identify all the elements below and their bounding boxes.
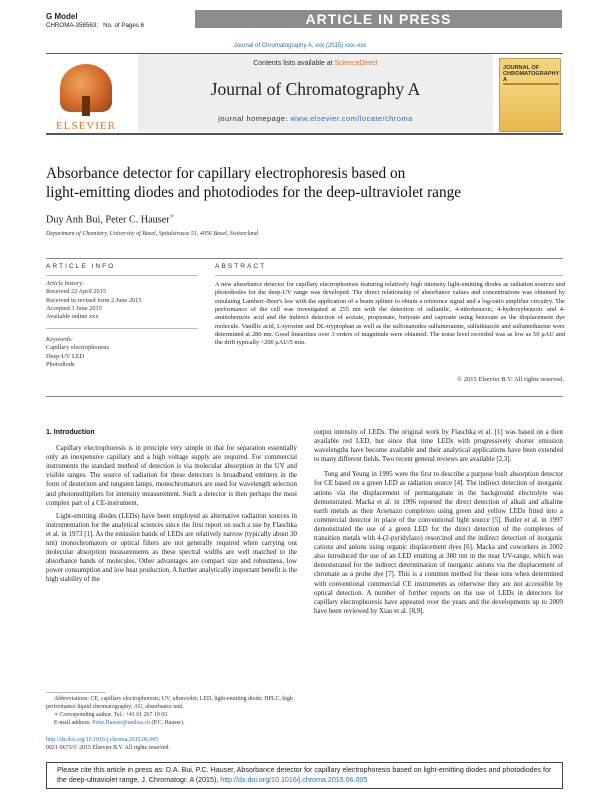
contents-prefix: Contents lists available at [253,60,335,67]
cite-this-article-box [46,762,563,789]
manuscript-id: CHROMA-356563; [46,22,98,29]
journal-title: Journal of Chromatography A [210,79,421,99]
history-revised: Received in revised form 2 June 2015 [46,296,142,304]
abstract-label: ABSTRACT [215,263,267,270]
article-title [46,164,566,202]
journal-homepage [138,114,493,123]
history-accepted: Accepted 3 June 2015 [46,304,102,312]
cover-bar [503,83,559,85]
tree-trunk-graphic [82,96,90,116]
article-info-label: ARTICLE INFO [46,263,116,270]
divider [215,275,563,276]
history-online: Available online xxx [46,313,99,321]
footnotes [46,696,296,728]
author-list [46,212,174,225]
keyword-item: Capillary electrophoresis [46,344,110,352]
header-meta [46,12,144,30]
history-heading: Article history: [46,280,85,287]
body-column-right [314,428,563,620]
corresponding-author-mark[interactable]: ∗ [169,212,175,220]
email-suffix: (P.C. Hauser). [150,719,185,726]
abbreviations-note: Abbreviations: CE, capillary electrophoresis; UV, ultraviolet; LED, light-emitting diode; HPLC, high performance liquid chromatography; AU, absorbance unit. [46,696,293,710]
authors-text: Duy Anh Bui, Peter C. Hauser [46,214,170,226]
divider [46,328,198,329]
email-prefix: E-mail address: [54,719,93,726]
corresponding-note: ∗ Corresponding author. Tel.: +41 61 267 10 03. [54,711,169,718]
journal-masthead [46,53,563,135]
paragraph: Tong and Yeung in 1995 were the first to describe a purpose built absorption detector for CE based on a green LED as radiation source [4]. The indirect detection of inorganic anions via the displacement of permanganate in the background electrolyte was demonstrated. Macka et al. in 1996 reported the direct detection of alkali and alkaline earth metals as their Arsenazo complexes using green and yellow LEDs fitted into a commercial detector in place of the conventional light source [5]. Butler et al. in 1997 demonstrated the use of a green LED for the direct detection of the complexes of transition metals with 4-(2-pyridylazo) resorcinol and the indirect detection of inorganic cations and anions using organic displacement dyes [6]. Macka and coworkers in 2002 also introduced the use of an LED emitting at 380 nm in the near UV-range, which was demonstrated for the indirect determination of inorganic anions via the displacement of chromate as a probe dye [7]. This is a common method for these ions when determined with conventional commercial CE instruments as otherwise they are not accessible by optical detection. A number of further reports on the use of LEDs in detectors for capillary electrophoresis have appeared over the years and the developments up to 2009 have been reviewed by Xiao et al. [8,9]. [314,471,563,615]
keywords-heading: Keywords: [46,336,74,343]
keyword-item: Photodiode [46,360,75,368]
homepage-prefix: journal homepage: [218,114,291,123]
sciencedirect-link[interactable]: ScienceDirect [334,60,378,67]
doi-link[interactable]: http://dx.doi.org/10.1016/j.chroma.2015.06.005 [46,737,159,743]
abstract-text: A new absorbance detector for capillary electrophoresis featuring relatively high intensity light-emitting diodes as radiation sources and photodiodes for the deep-UV range was developed. The direct relationship of absorbance values and concentrations was obtained by emulating Lambert–Beer's law with the application of a beam splitter to obtain a reference signal and a log-ratio amplifier circuitry. The performance of the cell was investigated at 255 nm with the detection of sulfanilic, 4-nitrobenzoic, 4-hydroxybenzoic and 4-aminobenzoic acid and the indirect detection of acetate, propionate, butyrate and caproate using benzoate as the displacement dye molecule. Vanillic acid, L-tyrosine and DL-tryptophan as well as the sulfonamides sulfamerazine, sulfathiazole and sulfamethazine were determined at 280 nm. Good linearities over 3 orders of magnitude were obtained. The noise level recorded was as low as 50 μAU and the drift typically <200 μAU/5 min. [215,281,565,347]
journal-cover-thumbnail[interactable] [499,58,561,132]
cover-title: JOURNAL OF CHROMATOGRAPHY A [503,65,560,83]
keyword-item: Deep-UV LED [46,352,85,360]
keywords [46,336,196,369]
article-in-press-banner: ARTICLE IN PRESS [195,10,562,28]
affiliation: Department of Chemistry, University of Basel, Spitalstrasse 51, 4056 Basel, Switzerland [46,231,258,237]
cite-text: Please cite this article in press as: D.A. Bui, P.C. Hauser, Absorbance detector for capillary electrophoresis based on light-emitting diodes and photodiodes for the deep-ultraviolet range, J. Chromatogr. A (2015), [57,766,552,784]
contents-line [138,60,493,67]
journal-citation-link[interactable]: Journal of Chromatography A, xxx (2015) xxx–xxx [233,43,367,49]
divider [46,275,198,276]
title-line-2: light-emitting diodes and photodiodes for the deep-ultraviolet range [46,184,462,201]
publisher-name: ELSEVIER [56,120,116,132]
divider [46,258,563,259]
email-link[interactable]: Peter.Hauser@unibas.ch [92,719,151,726]
issn-line: 0021-9673/© 2015 Elsevier B.V. All rights reserved. [46,745,170,751]
paragraph: Capillary electrophoresis is in principle very simple in that for separation essentially only an inexpensive capillary and a high voltage supply are required. For commercial instruments the standard method of detection is via molecular absorption in the UV and visible ranges. The source of radiation for these detectors is broadband emitters in the form of deuterium and tungsten lamps, monochromators are used for wavelength selection and photomultipliers for intensity measurement. Such a detector is then perhaps the most complex part of a CE-instrument. [46,445,297,507]
page-count: No. of Pages 6 [103,22,145,29]
paragraph: Light-emitting diodes (LEDs) have been employed as alternative radiation sources in instrumentation for the analytical sciences since the first report on such a use by Flaschka et al. in 1973 [1]. As the emission bands of LEDs are relatively narrow (typically about 30 nm) monochromators or optical filters are not generally required when carrying out molecular absorption measurements as these spectral widths are well matched to the absorbance bands of molecules. Other advantages are compact size and robustness, low power consumption and low heat production. A further analytically important benefit is the high stability of the [46,512,297,584]
paragraph: output intensity of LEDs. The original work by Flaschka et al. [1] was based on a then available red LED, but since that time LEDs with progressively shorter emission wavelengths have become available and their analytical applications have been extended to many different fields. Two recent general reviews are available [2,3]. [314,429,563,464]
divider [46,396,563,397]
cite-doi-link[interactable]: http://dx.doi.org/10.1016/j.chroma.2015.06.005 [220,775,368,784]
article-history [46,280,196,321]
footnote-divider [46,692,106,693]
masthead-center [138,54,493,132]
history-received: Received 22 April 2015 [46,288,106,296]
section-heading: 1. Introduction [46,429,95,436]
abstract-copyright: © 2015 Elsevier B.V. All rights reserved. [457,376,564,383]
homepage-link[interactable]: www.elsevier.com/locate/chroma [290,114,413,123]
email-note [46,720,296,728]
elsevier-logo-icon[interactable] [46,58,126,132]
title-line-1: Absorbance detector for capillary electrophoresis based on [46,165,406,182]
gmodel-label: G Model [46,12,78,21]
body-column-left [46,428,297,589]
